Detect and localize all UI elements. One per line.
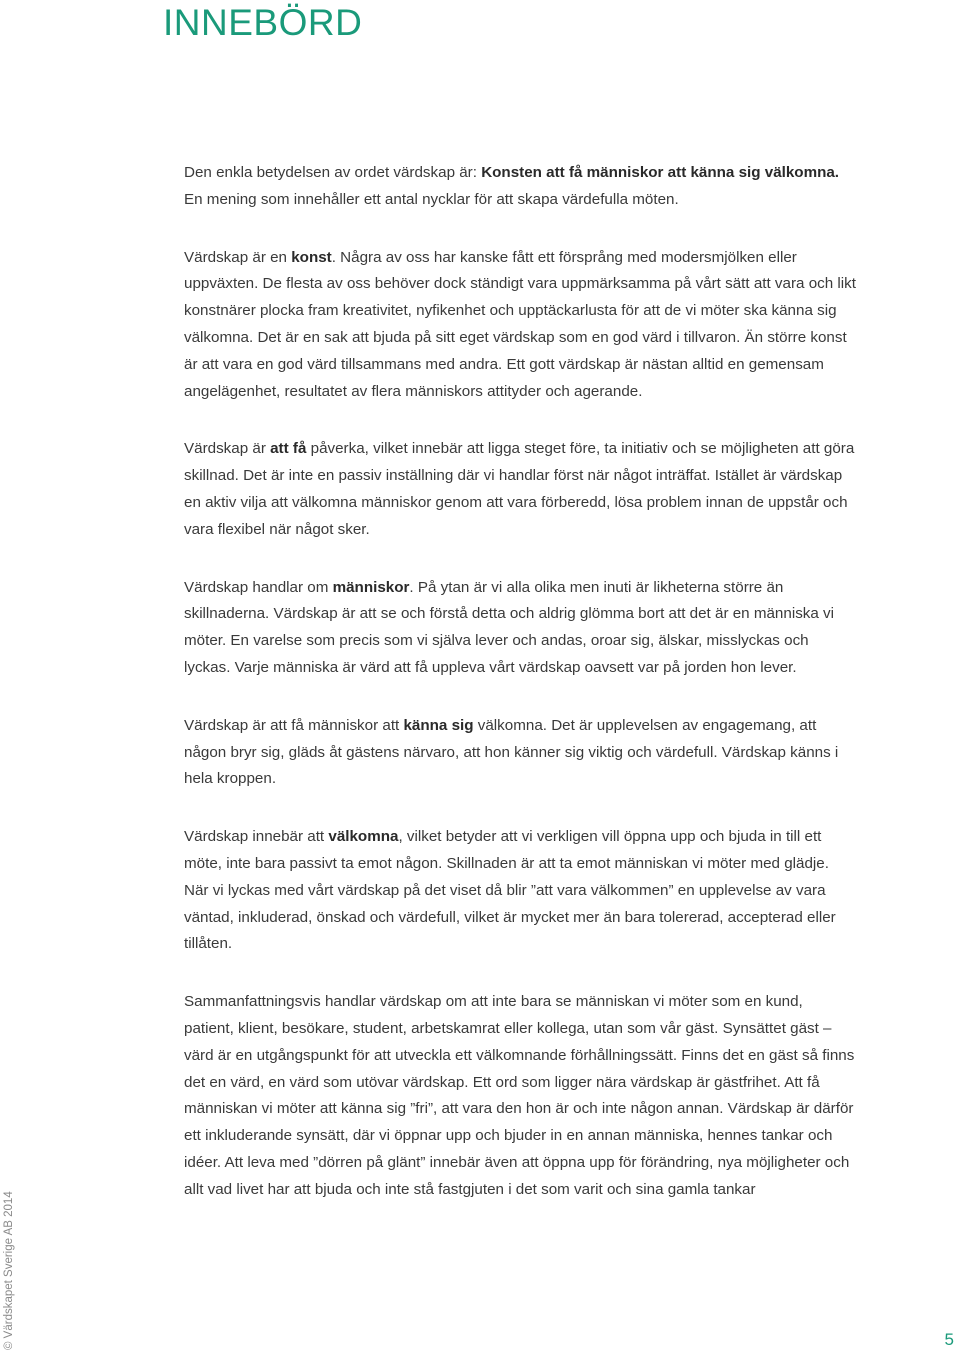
paragraph <box>184 824 856 958</box>
emphasis-text: Konsten att få människor att känna sig välkomna. <box>481 164 840 181</box>
emphasis-text: känna sig <box>403 716 474 734</box>
text-run: En mening som innehåller ett antal nycklar för att skapa värdefulla möten. <box>184 190 679 208</box>
copyright-notice: © Värdskapet Sverige AB 2014 <box>3 1191 15 1350</box>
emphasis-text: konst <box>291 248 332 266</box>
body-text <box>184 160 856 1235</box>
text-run: Värdskap är att få människor att <box>184 716 404 734</box>
text-run: . Några av oss har kanske fått ett försprång med modersmjölken eller uppväxten. De flesta av oss behöver dock ständigt vara uppmärksamma på vårt sätt att vara och likt konstnärer plocka fram kreativitet, nyfikenhet och upptäckarlusta för att de vi möter ska känna sig välkomna. Det är en sak att bjuda på sitt eget värdskap som en god värd i tillvaron. Än större konst är att vara en god värd tillsammans med andra. Ett gott värdskap är nästan alltid en gemensam angelägenhet, resultatet av flera människors attityder och agerande. <box>184 248 856 400</box>
text-run: Värdskap är en <box>184 248 292 266</box>
paragraph <box>184 989 856 1203</box>
page-title: INNEBÖRD <box>163 2 363 43</box>
text-run: välkomna. Det är upplevelsen av engagemang, att någon bryr sig, gläds åt gästens närvaro, att hon känner sig viktig och värdefull. Värdskap känns i hela kroppen. <box>184 716 839 788</box>
emphasis-text: människor <box>332 578 410 596</box>
paragraph <box>184 713 856 793</box>
emphasis-text: att få <box>270 440 307 458</box>
paragraph <box>184 160 856 214</box>
paragraph <box>184 436 856 543</box>
paragraph <box>184 575 856 682</box>
text-run: påverka, vilket innebär att ligga steget före, ta initiativ och se möjligheten att göra skillnad. Det är inte en passiv inställning där vi handlar först när något inträffat. Istället är värdskap en aktiv vilja att välkomna människor genom att vara förberedd, lösa problem innan de uppstår och vara flexibel när något sker. <box>184 440 855 538</box>
emphasis-text: välkomna <box>328 828 399 846</box>
text-run: Värdskap handlar om <box>184 578 333 596</box>
text-run: Värdskap innebär att <box>184 828 329 846</box>
text-run: , vilket betyder att vi verkligen vill öppna upp och bjuda in till ett möte, inte bara passivt ta emot någon. Skillnaden är att ta emot människan vi möter med glädje. När vi lyckas med vårt värdskap på det viset då blir ”att vara välkommen” en upplevelse av vara väntad, inkluderad, önskad och värdefull, vilket är mycket mer än bara tolererad, accepterad eller tillåten. <box>184 828 836 953</box>
text-run: Sammanfattningsvis handlar värdskap om att inte bara se människan vi möter som en kund, patient, klient, besökare, student, arbetskamrat eller kollega, utan som vår gäst. Synsättet gäst – värd är en utgångspunkt för att utveckla ett välkomnande förhållningssätt. Finns det en gäst så finns det en värd, en värd som utövar värdskap. Ett ord som ligger nära värdskap är gästfrihet. Att få människan vi möter att känna sig ”fri”, att vara den hon är och inte någon annan. Värdskap är därför ett inkluderande synsätt, där vi öppnar upp och bjuder in en annan människa, hennes tankar och idéer. Att leva med ”dörren på glänt” innebär även att öppna upp för förändring, nya möjligheter och allt vad livet har att bjuda och inte stå fastgjuten i det som varit och sina gamla tankar <box>184 993 855 1198</box>
page-number: 5 <box>944 1330 954 1349</box>
text-run: Värdskap är <box>184 440 271 458</box>
text-run: . På ytan är vi alla olika men inuti är likheterna större än skillnaderna. Värdskap är att se och förstå detta och aldrig glömma bort att det är en människa vi möter. En varelse som precis som vi själva lever och andas, oroar sig, älskar, misslyckas och lyckas. Varje människa är värd att få uppleva vårt värdskap oavsett var på jorden hon lever. <box>184 578 835 676</box>
text-run: Den enkla betydelsen av ordet värdskap är: <box>184 164 482 181</box>
paragraph <box>184 245 856 406</box>
